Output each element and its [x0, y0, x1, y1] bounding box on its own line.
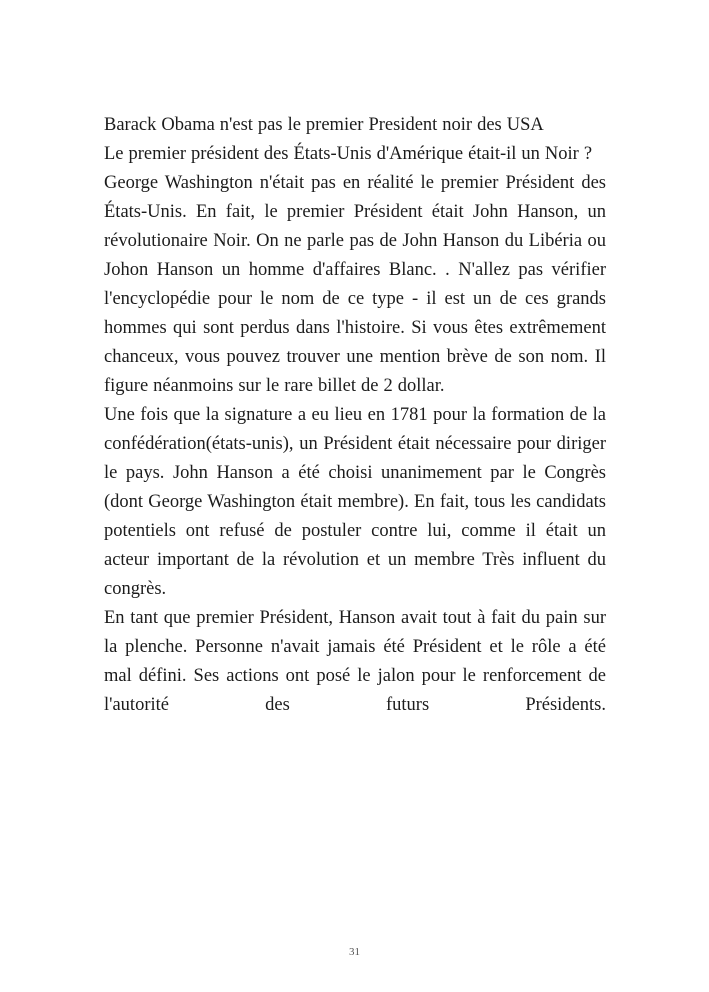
page-number: 31 — [349, 946, 360, 958]
paragraph-body-2: Une fois que la signature a eu lieu en 1781 pour la formation de la confédération(états-unis), un Président était nécessaire pour diriger le pays. John Hanson a été choisi unanimement par le Congrès (dont George Washington était membre). En fait, tous les candidats potentiels ont refusé de postuler contre lui, comme il était un acteur important de la révolution et un membre Très influent du congrès. — [104, 405, 606, 599]
paragraph-body-1: George Washington n'était pas en réalité le premier Président des États-Unis. En fait, le premier Président était John Hanson, un révolutionaire Noir. On ne parle pas de John Hanson du Libéria ou Johon Hanson un homme d'affaires Blanc. . N'allez pas vérifier l'encyclopédie pour le nom de ce type - il est un de ces grands hommes qui sont perdus dans l'histoire. Si vous êtes extrêmement chanceux, vous pouvez trouver une mention brève de son nom. Il figure néanmoins sur le rare billet de 2 dollar. — [104, 173, 606, 396]
paragraph-subtitle: Le premier président des États-Unis d'Amérique était-il un Noir ? — [104, 144, 593, 164]
paragraph-body-3: En tant que premier Président, Hanson avait tout à fait du pain sur la plenche. Personne n'avait jamais été Président et le rôle a été mal défini. Ses actions ont posé le jalon pour le renforcement de l'autorité des futurs Présidents. — [104, 608, 606, 715]
document-text-block — [104, 111, 606, 720]
paragraph-title: Barack Obama n'est pas le premier President noir des USA — [104, 115, 544, 135]
